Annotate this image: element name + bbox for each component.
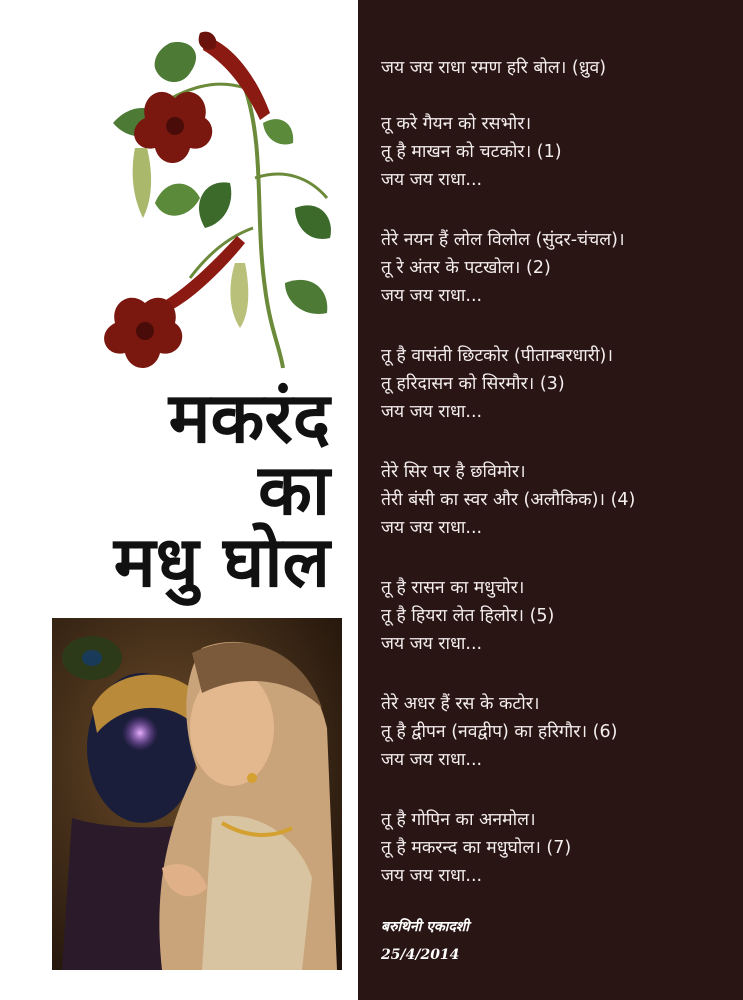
- poem-line: जय जय राधा...: [381, 634, 483, 654]
- refrain-line: जय जय राधा रमण हरि बोल। (ध्रुव): [381, 58, 607, 78]
- poem-line: तू है गोपिन का अनमोल।: [381, 810, 536, 830]
- signature: [381, 913, 469, 969]
- stanza-3: [381, 342, 731, 426]
- stanza-1: [381, 110, 731, 194]
- flower-illustration-icon: [95, 28, 340, 373]
- title-line-3: मधु घोल: [113, 521, 330, 603]
- poem-line: जय जय राधा...: [381, 866, 483, 886]
- title-line-2: का: [258, 449, 330, 531]
- poem-line: तेरे नयन हैं लोल विलोल (सुंदर-चंचल)।: [381, 230, 625, 250]
- poem-line: तू है द्वीपन (नवद्वीप) का हरिगौर। (6): [381, 722, 618, 742]
- poem-line: तू है रासन का मधुचोर।: [381, 578, 525, 598]
- poem-line: जय जय राधा...: [381, 402, 483, 422]
- poem-line: जय जय राधा...: [381, 518, 483, 538]
- poem-line: जय जय राधा...: [381, 286, 483, 306]
- page-title: [10, 377, 330, 603]
- title-line-1: मकरंद: [168, 377, 330, 459]
- poem-line: तू करे गैयन को रसभोर।: [381, 114, 532, 134]
- painting-icon: [52, 618, 342, 970]
- poem-line: तेरी बंसी का स्वर और (अलौकिक)। (4): [381, 490, 636, 510]
- poem: [381, 54, 731, 922]
- poem-line: तू है मकरन्द का मधुघोल। (7): [381, 838, 572, 858]
- poem-line: तू हरिदासन को सिरमौर। (3): [381, 374, 565, 394]
- poem-line: तू रे अंतर के पटखोल। (2): [381, 258, 551, 278]
- poem-line: तू है माखन को चटकोर। (1): [381, 142, 562, 162]
- poem-line: तेरे सिर पर है छविमोर।: [381, 462, 526, 482]
- poem-line: तेरे अधर हैं रस के कटोर।: [381, 694, 540, 714]
- poem-line: तू है हियरा लेत हिलोर। (5): [381, 606, 555, 626]
- poem-line: जय जय राधा...: [381, 170, 483, 190]
- radha-krishna-painting: [52, 618, 342, 970]
- stanza-7: [381, 806, 731, 890]
- signature-date: 25/4/2014: [381, 947, 460, 963]
- poem-line: तू है वासंती छिटकोर (पीताम्बरधारी)।: [381, 346, 613, 366]
- stanza-4: [381, 458, 731, 542]
- poem-line: जय जय राधा...: [381, 750, 483, 770]
- signature-occasion: बरुथिनी एकादशी: [381, 919, 469, 935]
- left-panel: [0, 0, 358, 1000]
- stanza-5: [381, 574, 731, 658]
- poem-refrain: [381, 54, 731, 82]
- stanza-6: [381, 690, 731, 774]
- stanza-2: [381, 226, 731, 310]
